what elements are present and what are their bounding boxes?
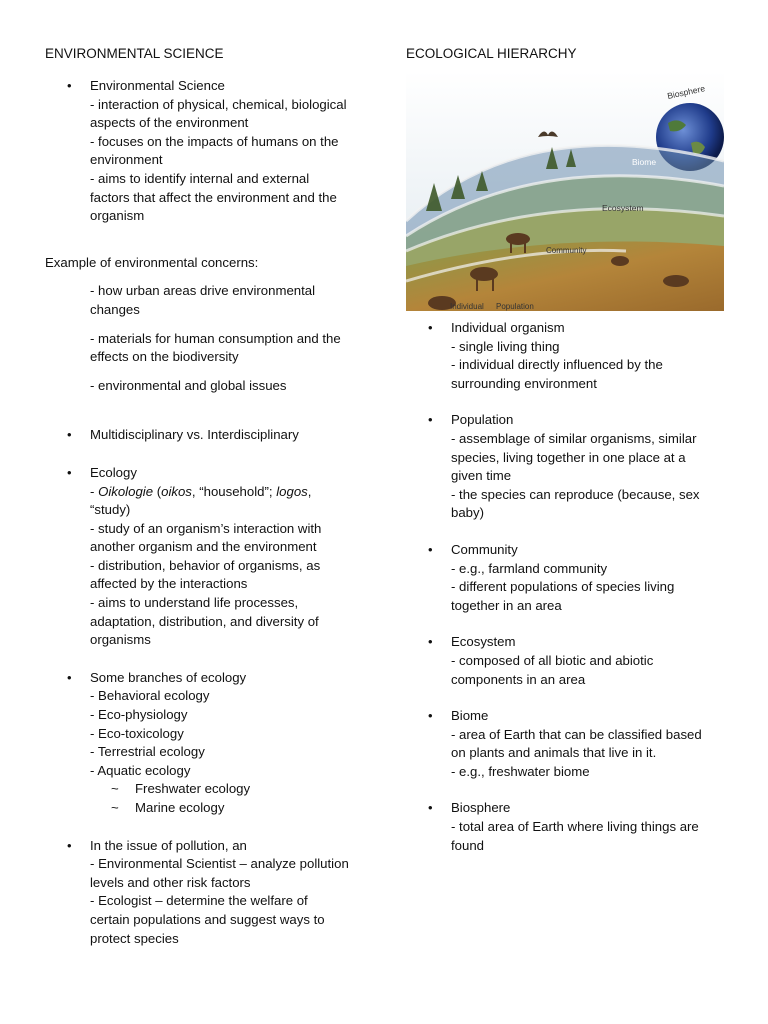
item-line: found (451, 837, 485, 853)
text: – determine the welfare of (151, 893, 308, 909)
ecological-hierarchy-figure (406, 71, 724, 311)
label-ecosystem: Ecosystem (602, 203, 644, 213)
sub-branch-marine (45, 799, 365, 818)
item-line: - different populations of species living (451, 579, 675, 595)
item-head: In the issue of pollution, an (90, 837, 247, 853)
item-line: organisms (90, 632, 151, 648)
item-line: surrounding environment (451, 375, 597, 391)
label-population: Population (496, 302, 534, 311)
item-line: - Aquatic ecology (90, 762, 191, 778)
item-line: changes (90, 301, 140, 317)
item-line: - Eco-physiology (90, 707, 188, 723)
item-line: - Eco-toxicology (90, 725, 184, 741)
item-line: - composed of all biotic and abiotic (451, 652, 654, 668)
item-line: - individual directly influenced by the (451, 357, 663, 373)
bullet-icon: • (67, 464, 72, 480)
item-head: Some branches of ecology (90, 669, 247, 685)
item-head: Population (451, 412, 514, 428)
ecologist-line (90, 892, 365, 911)
bullet-icon: • (428, 412, 433, 428)
item-line: - single living thing (451, 338, 560, 354)
item-line: - environmental and global issues (90, 377, 287, 393)
item-line: baby) (451, 505, 484, 521)
item-head: Community (451, 541, 518, 557)
sub-branch-label: Freshwater ecology (135, 781, 251, 797)
item-line: factors that affect the environment and the (90, 189, 337, 205)
bullet-biome (406, 707, 726, 781)
label-individual: Individual (450, 302, 484, 311)
item-line: together in an area (451, 597, 562, 613)
section-title-ecological-hierarchy: ECOLOGICAL HIERARCHY (406, 46, 577, 61)
item-head: Ecosystem (451, 634, 516, 650)
item-line: environment (90, 152, 163, 168)
dash: - (90, 856, 99, 872)
bullet-icon: • (428, 634, 433, 650)
oikos-term: oikos (161, 483, 192, 499)
item-line: another organism and the environment (90, 539, 317, 555)
concern-item (45, 330, 365, 367)
bullet-population (406, 411, 726, 523)
item-line: adaptation, distribution, and diversity of (90, 613, 319, 629)
text: – analyze pollution (235, 856, 349, 872)
item-head: Biome (451, 708, 489, 724)
bullet-biosphere (406, 799, 726, 855)
item-line: given time (451, 468, 512, 484)
item-line: - Terrestrial ecology (90, 744, 205, 760)
item-head: Ecology (90, 464, 137, 480)
bullet-icon: • (428, 800, 433, 816)
item-line: affected by the interactions (90, 576, 248, 592)
bullet-icon: • (428, 541, 433, 557)
item-line: - focuses on the impacts of humans on the (90, 133, 339, 149)
env-scientist-line (90, 855, 365, 874)
right-column (406, 46, 726, 855)
env-scientist-term: Environmental Scientist (98, 856, 236, 872)
tilde-icon: ~ (111, 800, 119, 815)
bullet-icon: • (67, 78, 72, 93)
concerns-intro: Example of environmental concerns: (45, 254, 259, 270)
oikologie-line (90, 483, 365, 502)
bullet-individual-organism (406, 319, 726, 393)
item-line: certain populations and suggest ways to (90, 911, 325, 927)
bullet-icon: • (428, 708, 433, 724)
bullet-ecosystem (406, 633, 726, 689)
item-line: - distribution, behavior of organisms, as (90, 557, 321, 573)
item-line: - study of an organism’s interaction with (90, 520, 322, 536)
bullet-pollution (45, 837, 365, 949)
dash: - (90, 483, 99, 499)
bullet-branches (45, 669, 365, 781)
bullet-environmental-science (45, 77, 365, 226)
item-line: organism (90, 208, 145, 224)
item-line: - assemblage of similar organisms, similar (451, 430, 697, 446)
item-line: “study) (90, 502, 131, 518)
label-biosphere: Biosphere (666, 83, 706, 101)
bullet-community (406, 541, 726, 615)
bullet-icon: • (67, 427, 72, 443)
sub-branch-freshwater (45, 780, 365, 799)
item-line: species, living together in one place at a (451, 449, 686, 465)
bullet-multidisciplinary (45, 426, 365, 445)
left-column (45, 46, 365, 948)
section-title-environmental-science: ENVIRONMENTAL SCIENCE (45, 46, 224, 61)
item-line: - Behavioral ecology (90, 688, 210, 704)
oikologie-term: Oikologie (98, 483, 154, 499)
item-line: protect species (90, 930, 179, 946)
item-line: - how urban areas drive environmental (90, 283, 316, 299)
item-line: - total area of Earth where living things are (451, 819, 699, 835)
bullet-ecology (45, 464, 365, 650)
item-head: Biosphere (451, 800, 511, 816)
item-line: - e.g., farmland community (451, 560, 608, 576)
item-line: levels and other risk factors (90, 874, 251, 890)
item-line: components in an area (451, 671, 586, 687)
tilde-icon: ~ (111, 781, 119, 797)
logos-term: logos (276, 483, 308, 499)
item-line: - the species can reproduce (because, sex (451, 486, 700, 502)
item-line: - materials for human consumption and the (90, 330, 341, 346)
concern-item (45, 282, 365, 319)
item-line: - interaction of physical, chemical, biological (90, 96, 347, 112)
bullet-icon: • (67, 669, 72, 685)
item-line: effects on the biodiversity (90, 349, 239, 365)
concern-item (45, 377, 365, 396)
sub-branch-label: Marine ecology (135, 800, 225, 815)
hierarchy-illustration (406, 71, 724, 311)
bullet-icon: • (67, 837, 72, 853)
text: , (307, 483, 312, 499)
item-head: Environmental Science (90, 78, 225, 93)
item-head: Multidisciplinary vs. Interdisciplinary (90, 427, 299, 443)
dash: - (90, 893, 99, 909)
item-line: aspects of the environment (90, 115, 249, 131)
ecologist-term: Ecologist (98, 893, 152, 909)
item-line: - e.g., freshwater biome (451, 763, 590, 779)
item-line: - aims to identify internal and external (90, 170, 310, 186)
item-head: Individual organism (451, 320, 565, 335)
bullet-icon: • (428, 320, 433, 335)
label-biome: Biome (632, 157, 657, 167)
item-line: - area of Earth that can be classified based (451, 726, 702, 742)
label-community: Community (546, 246, 587, 255)
text: , “household”; (191, 483, 277, 499)
item-line: - aims to understand life processes, (90, 595, 299, 611)
item-line: on plants and animals that live in it. (451, 745, 657, 761)
text: ( (153, 483, 162, 499)
